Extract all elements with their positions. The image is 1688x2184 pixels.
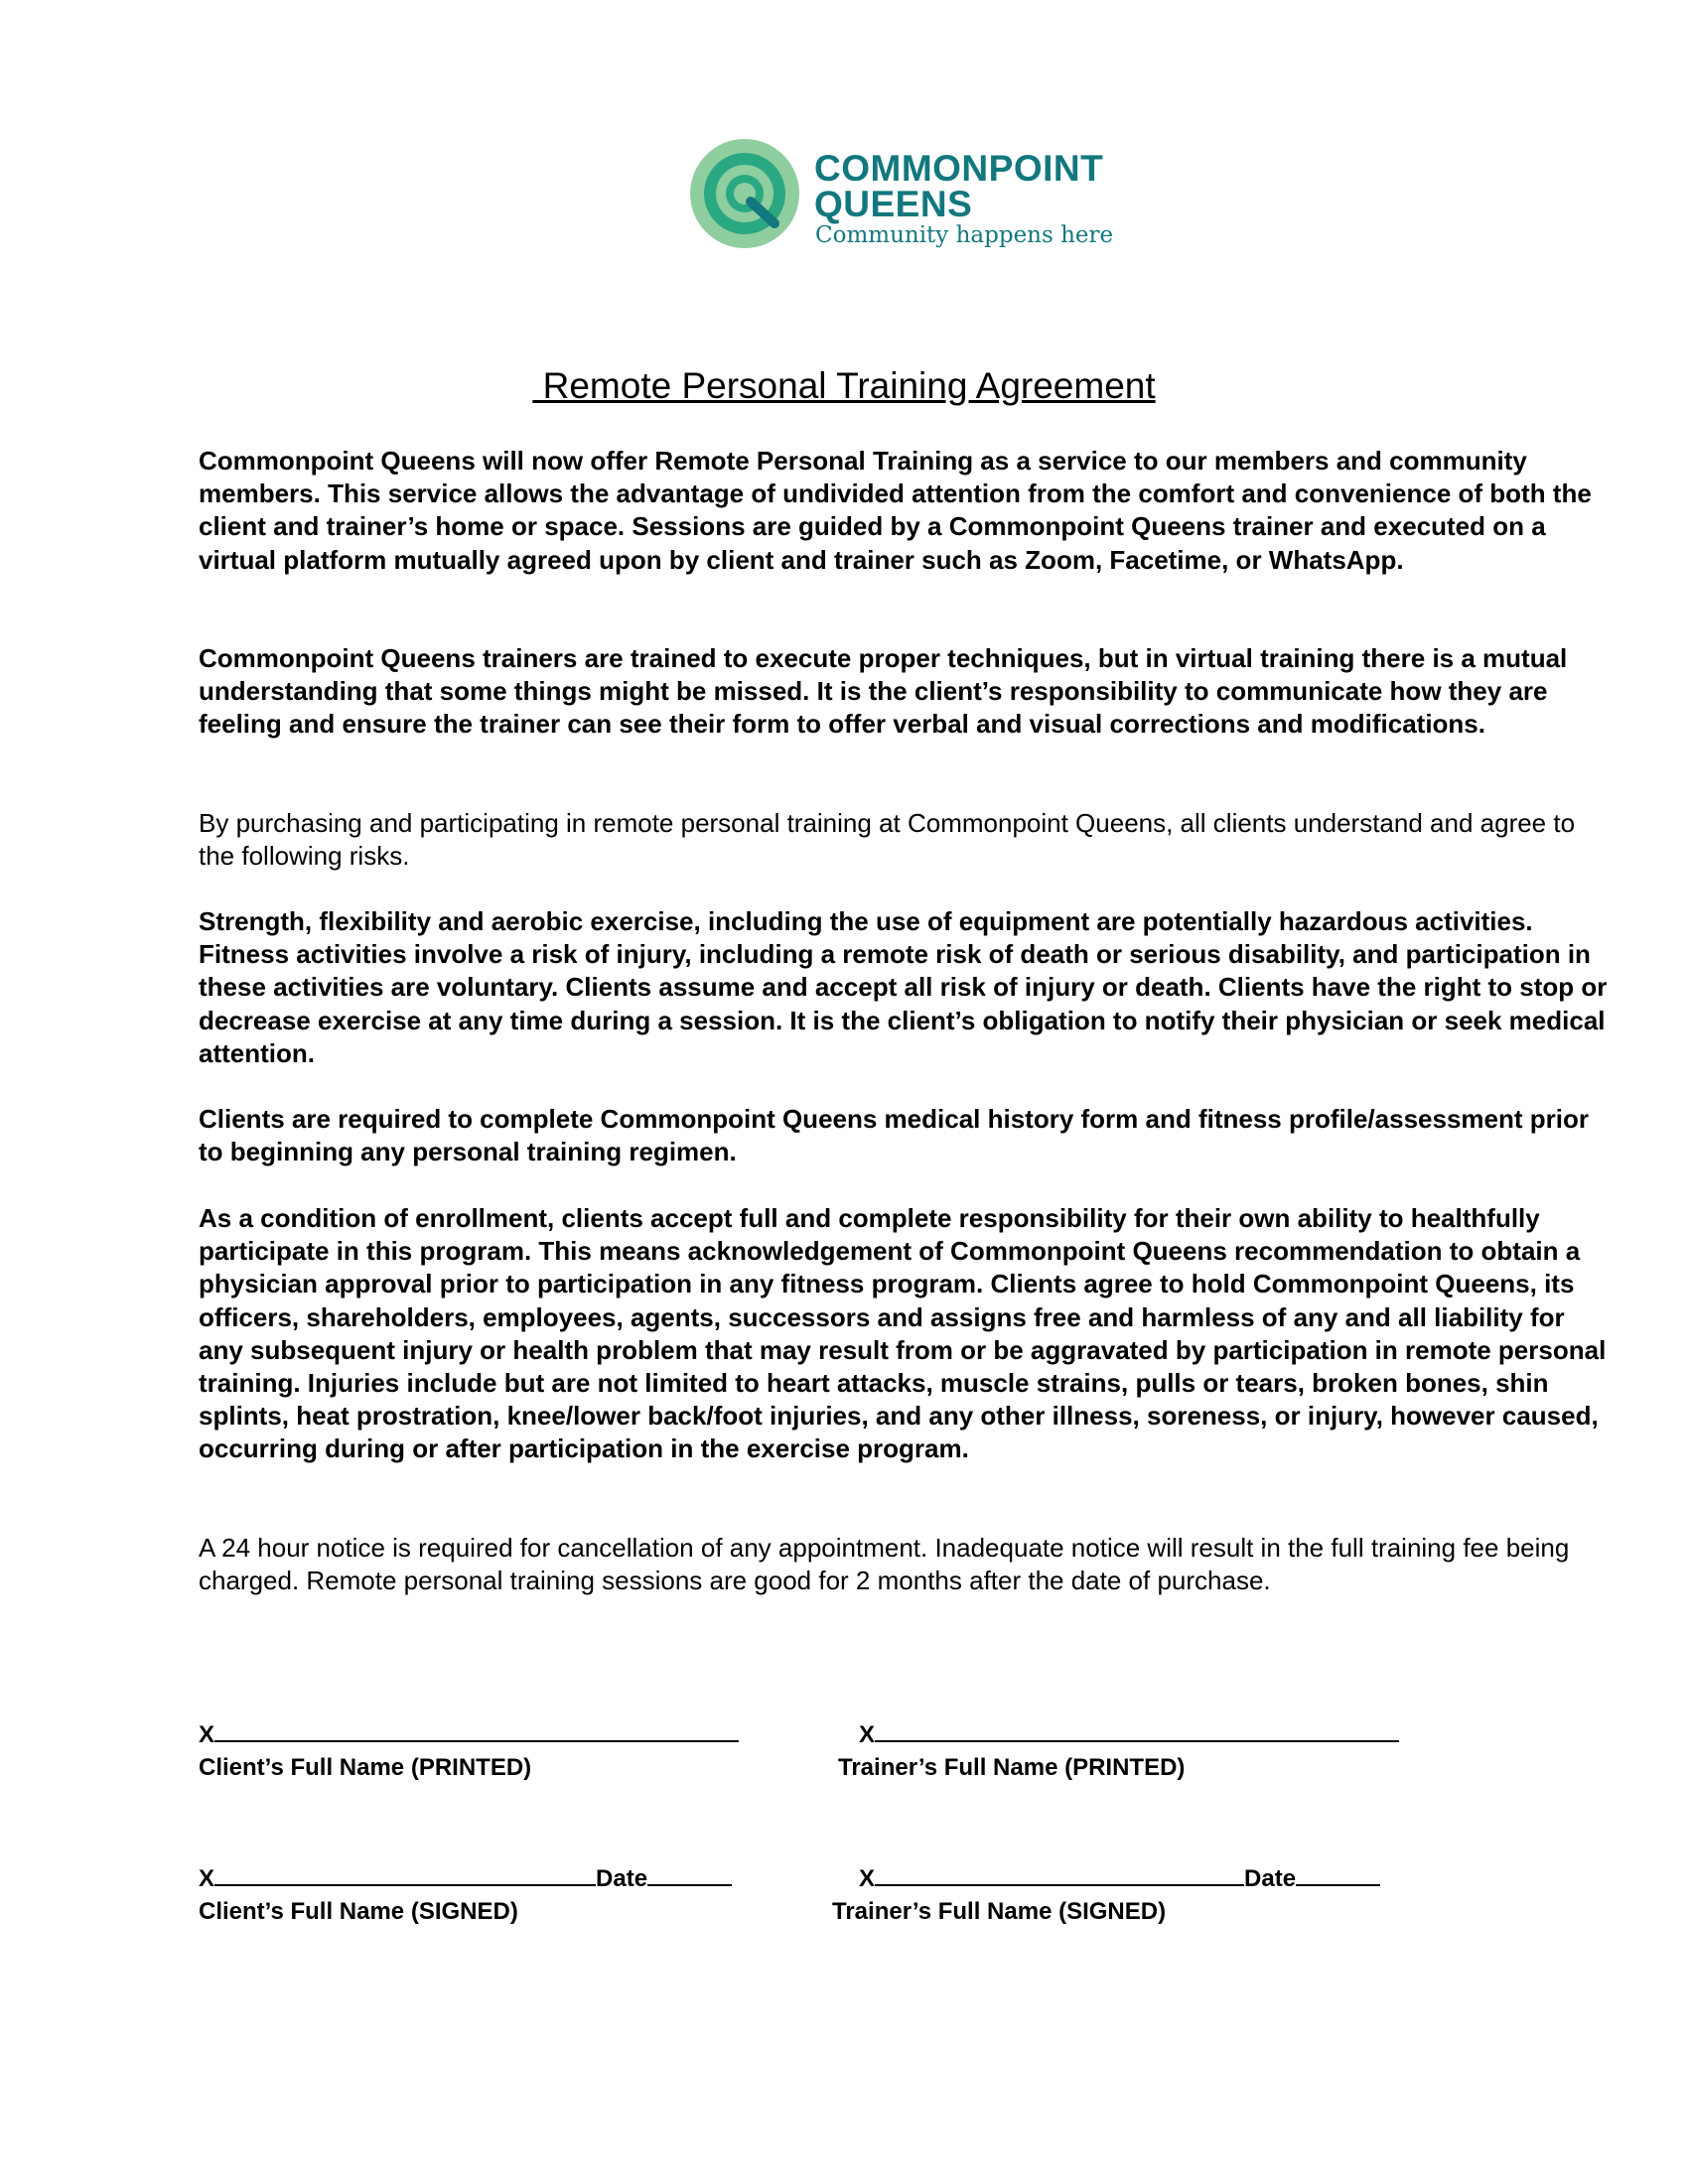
date-label: Date — [596, 1865, 648, 1892]
logo-mark-icon — [689, 138, 804, 253]
commonpoint-queens-logo — [689, 138, 1126, 257]
date-line[interactable] — [647, 1866, 732, 1886]
logo-wordmark-line2: QUEENS — [814, 184, 973, 224]
date-label: Date — [1244, 1865, 1297, 1892]
x-mark: X — [859, 1721, 876, 1748]
trainer-signature-field[interactable] — [859, 1866, 1380, 1891]
x-mark: X — [859, 1865, 876, 1892]
signature-line — [875, 1866, 1244, 1886]
paragraph-cancellation: A 24 hour notice is required for cancellation of any appointment. Inadequate notice will result in the full training fee being charged. Remote personal training sessions are good for 2 months after the date of purchase. — [199, 1533, 1570, 1596]
client-signature-field[interactable] — [199, 1866, 732, 1891]
client-printed-label: Client’s Full Name (PRINTED) — [199, 1754, 532, 1781]
paragraph-hazards: Strength, flexibility and aerobic exercise, including the use of equipment are potentially hazardous activities. Fitness activities involve a risk of injury, including a remote risk of death or serious disability, and participation in these activities are voluntary. Clients assume and accept all risk of injury or death. Clients have the right to stop or decrease exercise at any time during a session. It is the client’s obligation to notify their physician or seek medical attention. — [199, 906, 1608, 1068]
signature-line — [214, 1866, 596, 1886]
paragraph-medical-form: Clients are required to complete Commonpoint Queens medical history form and fitness profile/assessment prior to beginning any personal training regimen. — [199, 1104, 1589, 1167]
logo-wordmark-line1: COMMONPOINT — [814, 148, 1104, 189]
trainer-printed-name-field[interactable] — [859, 1722, 1399, 1747]
date-line[interactable] — [1296, 1866, 1380, 1886]
trainer-printed-label: Trainer’s Full Name (PRINTED) — [838, 1754, 1186, 1781]
paragraph-risks-intro: By purchasing and participating in remote personal training at Commonpoint Queens, all clients understand and agree to the following risks. — [199, 808, 1576, 872]
document-title: Remote Personal Training Agreement — [532, 365, 1156, 406]
x-mark: X — [199, 1721, 215, 1748]
paragraph-intro: Commonpoint Queens will now offer Remote Personal Training as a service to our members and community members. This service allows the advantage of undivided attention from the comfort and convenience of both the client and trainer’s home or space. Sessions are guided by a Commonpoint Queens trainer and executed on a virtual platform mutually agreed upon by client and trainer such as Zoom, Facetime, or WhatsApp. — [199, 446, 1592, 575]
signature-line — [214, 1722, 739, 1742]
logo-tagline: Community happens here — [815, 222, 1114, 248]
paragraph-trainers: Commonpoint Queens trainers are trained to execute proper techniques, but in virtual training there is a mutual understanding that some things might be missed. It is the client’s responsibility to communicate how they are feeling and ensure the trainer can see their form to offer verbal and visual corrections and modifications. — [199, 643, 1568, 740]
client-signed-label: Client’s Full Name (SIGNED) — [199, 1898, 518, 1925]
client-printed-name-field[interactable] — [199, 1722, 739, 1747]
x-mark: X — [199, 1865, 215, 1892]
trainer-signed-label: Trainer’s Full Name (SIGNED) — [832, 1898, 1167, 1925]
paragraph-enrollment: As a condition of enrollment, clients accept full and complete responsibility for their own ability to healthfully participate in this program. This means acknowledgement of Commonpoint Queens recommendation to obtain a physician approval prior to participation in any fitness program. Clients agree to hold Commonpoint Queens, its officers, shareholders, employees, agents, successors and assigns free and harmless of any and all liability for any subsequent injury or health problem that may result from or be aggravated by participation in remote personal training. Injuries include but are not limited to heart attacks, muscle strains, pulls or tears, broken bones, shin splints, heat prostration, knee/lower back/foot injuries, and any other illness, soreness, or injury, however caused, occurring during or after participation in the exercise program. — [199, 1203, 1607, 1464]
signature-line — [875, 1722, 1399, 1742]
